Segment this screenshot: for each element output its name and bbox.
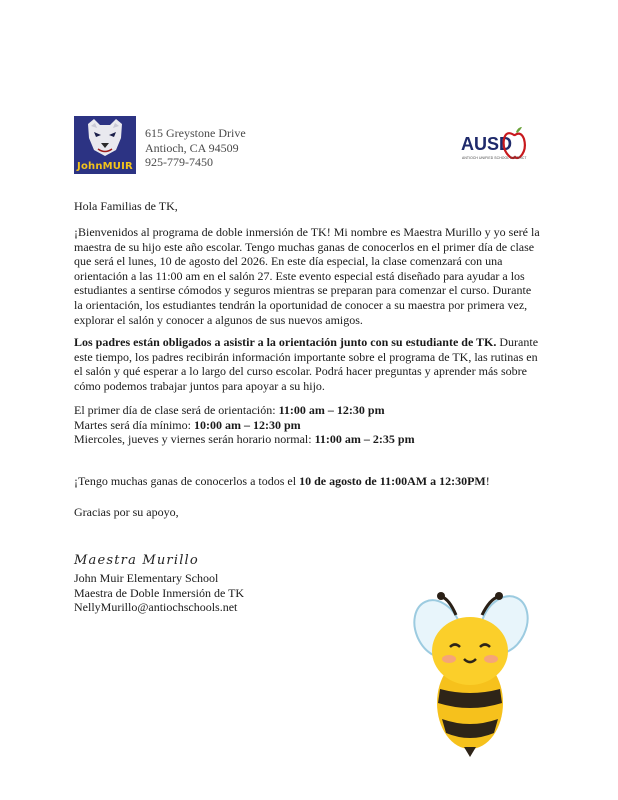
- schedule-label: Martes será día mínimo:: [74, 417, 194, 432]
- signature-school: John Muir Elementary School: [74, 571, 219, 585]
- schedule-item: [74, 418, 415, 433]
- signature-title: Maestra de Doble Inmersión de TK: [74, 585, 245, 600]
- logo-text: JohnMUIR: [77, 161, 133, 172]
- paragraph-line: orientación a las 11:00 am en el salón 27. Este evento especial está diseñado para ayudar a los: [74, 268, 525, 283]
- schedule-time: 10:00 am – 12:30 pm: [193, 417, 301, 432]
- schedule-time: 11:00 am – 12:30 pm: [278, 403, 385, 417]
- address-street: 615 Greystone Drive: [145, 126, 246, 140]
- bee-icon: [404, 585, 534, 760]
- district-logo-text: AUSD: [461, 134, 513, 154]
- signature-block: [74, 571, 244, 615]
- district-logo: [458, 126, 558, 166]
- closing-date: 10 de agosto de 11:00AM a 12:30PM: [299, 474, 486, 488]
- paragraph-line: ¡Bienvenidos al programa de doble inmersión de TK! Mi nombre es Maestra Murillo y yo seré la: [74, 225, 540, 239]
- thanks: Gracias por su apoyo,: [74, 505, 179, 519]
- apple-icon: [502, 126, 528, 160]
- address-phone: 925-779-7450: [145, 155, 213, 169]
- paragraph-line: el salón y qué esperar a lo largo del curso escolar. Podrá hacer preguntas y aprender más sobre: [74, 364, 527, 379]
- paragraph-line: que será el lunes, 10 de agosto del 2026. En este día especial, la clase comenzará con una: [74, 254, 503, 269]
- address-city: Antioch, CA 94509: [145, 140, 239, 155]
- paragraph-line: este tiempo, los padres recibirán información importante sobre el programa de TK, las rutinas en: [74, 349, 538, 364]
- district-logo-subtitle: ANTIOCH UNIFIED SCHOOL DISTRICT: [462, 156, 527, 160]
- paragraph-line: [74, 335, 538, 350]
- paragraph-line: estudiantes a sentirse cómodos y seguros mientras se preparan para comenzar el curso. Durante: [74, 283, 532, 298]
- intro-paragraph: [74, 225, 540, 327]
- school-logo: [74, 116, 136, 174]
- schedule-item: [74, 432, 415, 447]
- signature-script: Maestra Murillo: [74, 553, 199, 568]
- paragraph-line: la orientación, los estudiantes tendrán la oportunidad de conocer a su maestra por primera vez,: [74, 297, 528, 312]
- school-address: [145, 126, 246, 170]
- signature-email: NellyMurillo@antiochschools.net: [74, 600, 238, 615]
- paragraph-text: Durante: [496, 335, 539, 349]
- schedule-label: El primer día de clase será de orientación:: [74, 403, 279, 417]
- schedule: [74, 403, 415, 447]
- closing-line: [74, 474, 490, 489]
- closing-punct: !: [485, 474, 490, 488]
- parents-paragraph: [74, 335, 538, 393]
- paragraph-line: cómo podemos trabajar juntos para apoyar a su hijo.: [74, 378, 325, 393]
- bee-illustration: [404, 585, 534, 760]
- schedule-label: Miercoles, jueves y viernes serán horario normal:: [74, 432, 315, 447]
- paragraph-line: explorar el salón y conocer a algunos de sus nuevos amigos.: [74, 312, 363, 327]
- mandatory-notice: Los padres están obligados a asistir a la orientación junto con su estudiante de TK.: [74, 335, 497, 349]
- schedule-time: 11:00 am – 2:35 pm: [314, 432, 415, 447]
- greeting: Hola Familias de TK,: [74, 199, 178, 213]
- paragraph-line: maestra de su hijo este año escolar. Tengo muchas ganas de conocerlos en el primer día de clase: [74, 239, 535, 254]
- schedule-item: [74, 403, 415, 418]
- closing-text: ¡Tengo muchas ganas de conocerlos a todos el: [74, 474, 300, 488]
